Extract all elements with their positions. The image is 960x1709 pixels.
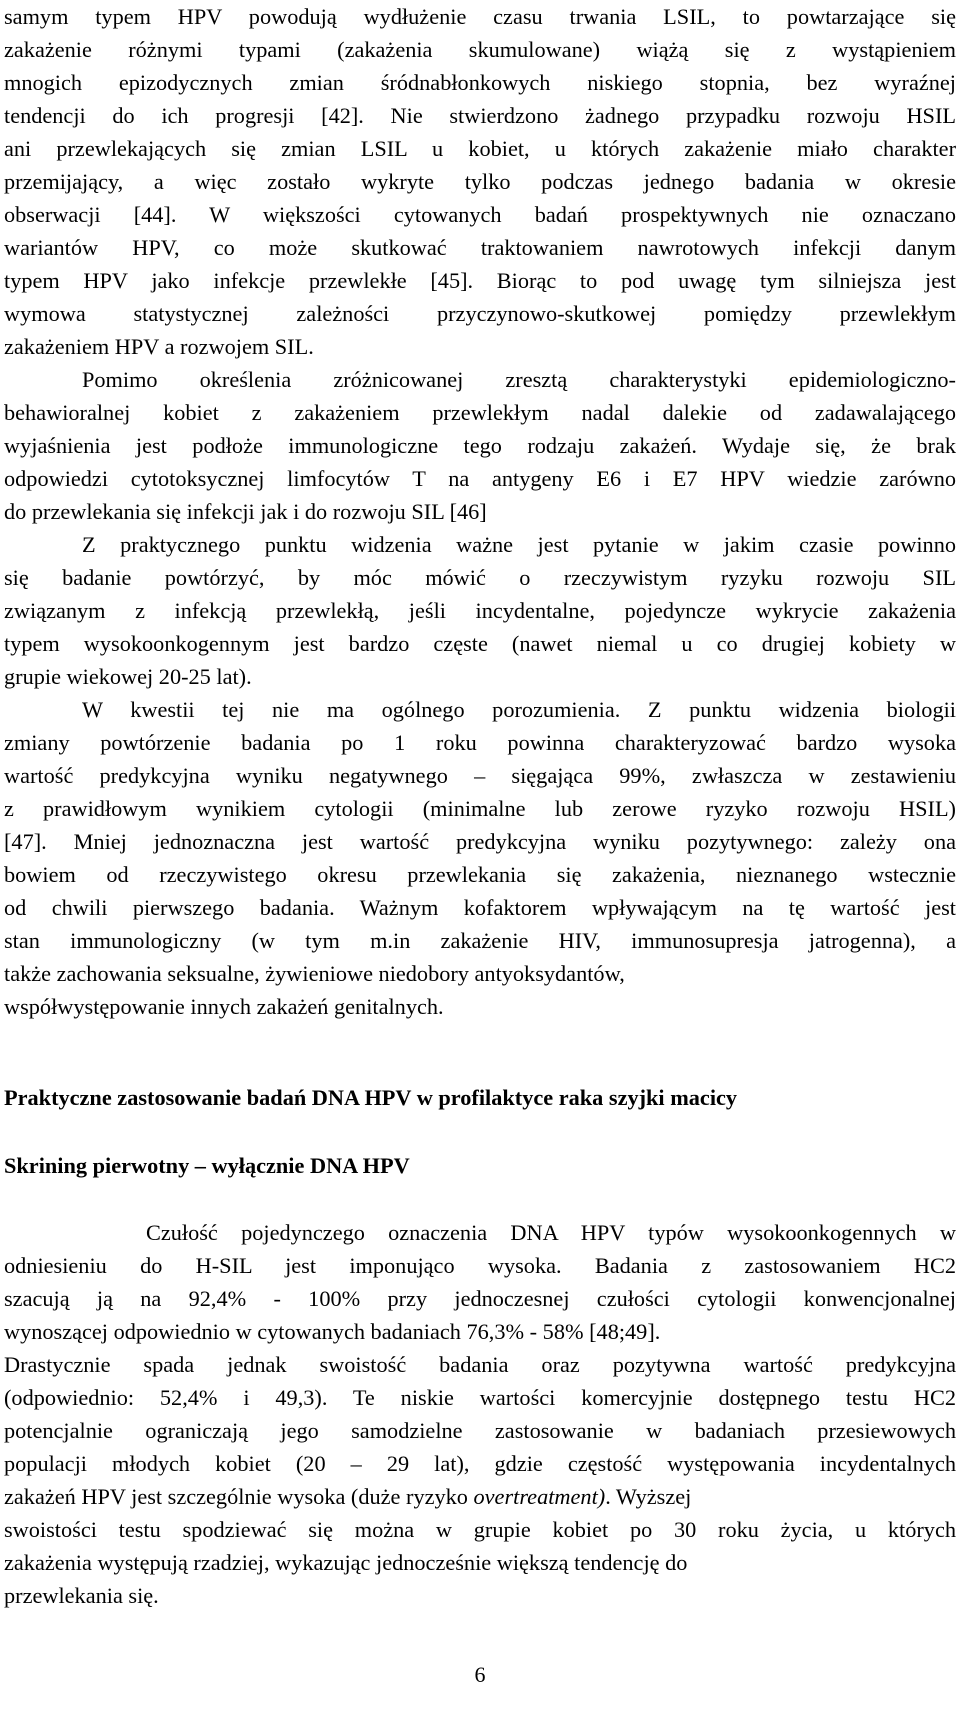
text-line: wariantów HPV, co może skutkować traktowaniem nawrotowych infekcji danym bbox=[4, 235, 956, 260]
text-line: wymowa statystycznej zależności przyczynowo-skutkowej pomiędzy przewlekłym bbox=[4, 301, 956, 326]
text-line: wyjaśnienia jest podłoże immunologiczne tego rodzaju zakażeń. Wydaje się, że brak bbox=[4, 433, 956, 458]
text-line: mnogich epizodycznych zmian śródnabłonkowych niskiego stopnia, bez wyraźnej bbox=[4, 70, 956, 95]
text-line: przewlekania się. bbox=[4, 1583, 159, 1608]
text-line: zmiany powtórzenie badania po 1 roku powinna charakteryzować bardzo wysoka bbox=[4, 730, 956, 755]
text-line: behawioralnej kobiet z zakażeniem przewlekłym nadal dalekie od zadawalającego bbox=[4, 400, 956, 425]
text-line: szacują ją na 92,4% - 100% przy jednoczesnej czułości cytologii konwencjonalnej bbox=[4, 1286, 956, 1311]
text-line: bowiem od rzeczywistego okresu przewlekania się zakażenia, nieznanego wstecznie bbox=[4, 862, 956, 887]
section-heading: Praktyczne zastosowanie badań DNA HPV w profilaktyce raka szyjki macicy bbox=[4, 1085, 738, 1110]
text-line: samym typem HPV powodują wydłużenie czasu trwania LSIL, to powtarzające się bbox=[4, 4, 956, 29]
italic-term: overtreatment) bbox=[473, 1484, 606, 1509]
text-line: typem wysokoonkogennym jest bardzo częste (nawet niemal u co drugiej kobiety w bbox=[4, 631, 956, 656]
text-line: zakażenie różnymi typami (zakażenia skumulowane) wiążą się z wystąpieniem bbox=[4, 37, 956, 62]
text-line: zakażeniem HPV a rozwojem SIL. bbox=[4, 334, 314, 359]
text-segment: . Wyższej bbox=[605, 1484, 692, 1509]
page-number: 6 bbox=[474, 1662, 486, 1687]
text-line: z prawidłowym wynikiem cytologii (minimalne lub zerowe ryzyko rozwoju HSIL) bbox=[4, 796, 956, 821]
text-line: wartość predykcyjna wyniku negatywnego – sięgająca 99%, zwłaszcza w zestawieniu bbox=[4, 763, 956, 788]
text-line-with-italic bbox=[4, 1480, 956, 1513]
text-line: związanym z infekcją przewlekłą, jeśli incydentalne, pojedyncze wykrycie zakażenia bbox=[4, 598, 956, 623]
text-line: Czułość pojedynczego oznaczenia DNA HPV typów wysokoonkogennych w bbox=[146, 1220, 956, 1245]
text-line: ani przewlekających się zmian LSIL u kobiet, u których zakażenie miało charakter bbox=[4, 136, 956, 161]
text-line: typem HPV jako infekcje przewlekłe [45]. Biorąc to pod uwagę tym silniejsza jest bbox=[4, 268, 956, 293]
text-line: obserwacji [44]. W większości cytowanych badań prospektywnych nie oznaczano bbox=[4, 202, 956, 227]
text-line: wynoszącej odpowiednio w cytowanych badaniach 76,3% - 58% [48;49]. bbox=[4, 1319, 661, 1344]
text-line: przemijający, a więc zostało wykryte tylko podczas jednego badania w okresie bbox=[4, 169, 956, 194]
text-line: potencjalnie ograniczają jego samodzielne zastosowanie w badaniach przesiewowych bbox=[4, 1418, 956, 1443]
text-line: Pomimo określenia zróżnicowanej zresztą charakterystyki epidemiologiczno- bbox=[82, 367, 956, 392]
text-segment: zakażeń HPV jest szczególnie wysoka (duże ryzyko bbox=[4, 1484, 474, 1509]
text-line: także zachowania seksualne, żywieniowe niedobory antyoksydantów, bbox=[4, 961, 625, 986]
subsection-heading: Skrining pierwotny – wyłącznie DNA HPV bbox=[4, 1153, 410, 1178]
text-line: Z praktycznego punktu widzenia ważne jest pytanie w jakim czasie powinno bbox=[82, 532, 956, 557]
text-line: W kwestii tej nie ma ogólnego porozumienia. Z punktu widzenia biologii bbox=[82, 697, 956, 722]
text-line: współwystępowanie innych zakażeń genitalnych. bbox=[4, 994, 444, 1019]
text-line: grupie wiekowej 20-25 lat). bbox=[4, 664, 252, 689]
text-line: populacji młodych kobiet (20 – 29 lat), gdzie częstość występowania incydentalnych bbox=[4, 1451, 956, 1476]
text-line: tendencji do ich progresji [42]. Nie stwierdzono żadnego przypadku rozwoju HSIL bbox=[4, 103, 956, 128]
text-line: swoistości testu spodziewać się można w grupie kobiet po 30 roku życia, u których bbox=[4, 1517, 956, 1542]
text-line: [47]. Mniej jednoznaczna jest wartość predykcyjna wyniku pozytywnego: zależy ona bbox=[4, 829, 956, 854]
text-line: odniesieniu do H-SIL jest imponująco wysoka. Badania z zastosowaniem HC2 bbox=[4, 1253, 956, 1278]
text-line: stan immunologiczny (w tym m.in zakażenie HIV, immunosupresja jatrogenna), a bbox=[4, 928, 956, 953]
text-line: od chwili pierwszego badania. Ważnym kofaktorem wpływającym na tę wartość jest bbox=[4, 895, 956, 920]
text-line: do przewlekania się infekcji jak i do rozwoju SIL [46] bbox=[4, 499, 487, 524]
text-line: Drastycznie spada jednak swoistość badania oraz pozytywna wartość predykcyjna bbox=[4, 1352, 956, 1377]
text-line: odpowiedzi cytotoksycznej limfocytów T na antygeny E6 i E7 HPV wiedzie zarówno bbox=[4, 466, 956, 491]
text-line: zakażenia występują rzadziej, wykazując jednocześnie większą tendencję do bbox=[4, 1550, 688, 1575]
text-line: (odpowiednio: 52,4% i 49,3). Te niskie wartości komercyjnie dostępnego testu HC2 bbox=[4, 1385, 956, 1410]
text-line: się badanie powtórzyć, by móc mówić o rzeczywistym ryzyku rozwoju SIL bbox=[4, 565, 956, 590]
